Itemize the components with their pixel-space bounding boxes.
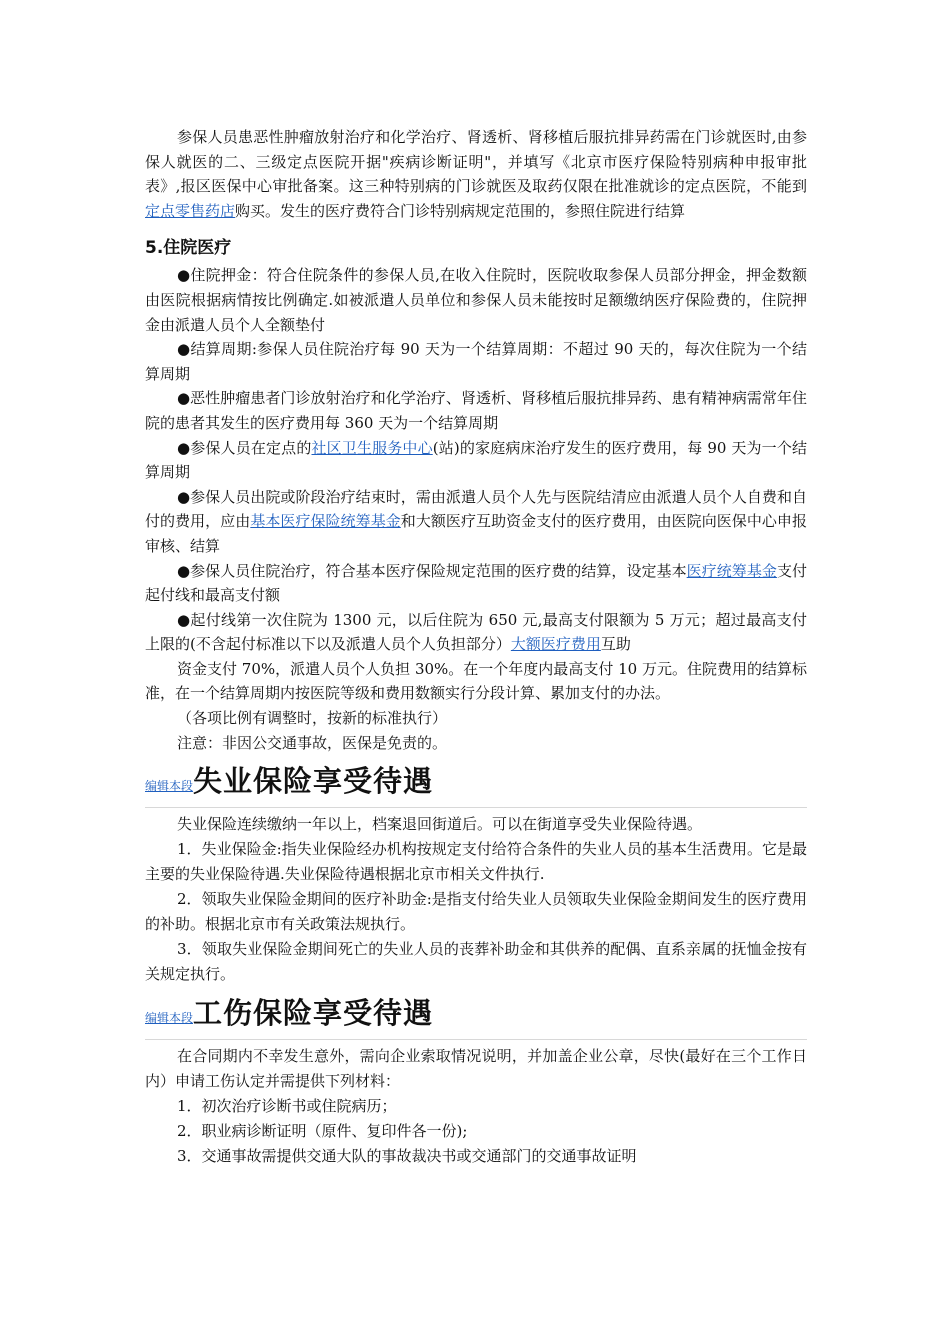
designated-pharmacy-link[interactable]: 定点零售药店 <box>145 201 236 220</box>
section-divider <box>145 1039 807 1040</box>
injury-item-2: 2．职业病诊断证明（原件、复印件各一份); <box>177 1122 468 1141</box>
section5-heading: 5.住院医疗 <box>145 238 232 259</box>
injury-item-1: 1．初次治疗诊断书或住院病历； <box>177 1097 397 1116</box>
deposit-paragraph: ●住院押金：符合住院条件的参保人员,在收入住院时，医院收取参保人员部分押金，押金数额由医院根据病情按比例确定.如被派遣人员单位和参保人员未能按时足额缴纳医疗保险费的，住院押金由派遣人员个人全额垫付 <box>145 266 807 334</box>
unemployment-item-1: 1．失业保险金:指失业保险经办机构按规定支付给符合条件的失业人员的基本生活费用。它是最主要的失业保险待遇.失业保险待遇根据北京市相关文件执行. <box>145 840 807 884</box>
community-health-center-link[interactable]: 社区卫生服务中心 <box>311 438 433 457</box>
fund-threshold-paragraph: ●参保人员住院治疗，符合基本医疗保险规定范围的医疗费的结算，设定基本医疗统筹基金支付起付线和最高支付额 <box>145 561 807 605</box>
medical-fund-link[interactable]: 医疗统筹基金 <box>686 561 777 580</box>
unemployment-section-header <box>145 757 807 801</box>
injury-section-header <box>145 989 807 1033</box>
intro-paragraph <box>145 125 807 223</box>
document-content <box>145 125 807 1169</box>
unemployment-item-3: 3．领取失业保险金期间死亡的失业人员的丧葬补助金和其供养的配偶、直系亲属的抚恤金按有关规定执行。 <box>145 940 807 984</box>
payment-limit-paragraph: ●起付线第一次住院为 1300 元，以后住院为 650 元,最高支付限额为 5 万元；超过最高支付上限的(不含起付标准以下以及派遣人员个人负担部分）大额医疗费用互助 <box>145 610 807 654</box>
tumor-cycle-paragraph: ●恶性肿瘤患者门诊放射治疗和化学治疗、肾透析、肾移植后服抗排异药、患有精神病需常年住院的患者其发生的医疗费用每 360 天为一个结算周期 <box>145 389 807 432</box>
edit-section-link[interactable]: 编辑本段 <box>145 779 194 794</box>
adjustment-note: （各项比例有调整时，按新的标准执行） <box>177 709 448 728</box>
settlement-cycle-paragraph: ●结算周期:参保人员住院治疗每 90 天为一个结算周期：不超过 90 天的，每次住院为一个结算周期 <box>145 340 807 383</box>
intro-text: 参保人员患恶性肿瘤放射治疗和化学治疗、肾透析、肾移植后服抗排异药需在门诊就医时,由参保人就医的二、三级定点医院开据"疾病诊断证明"，并填写《北京市医疗保险特别病种申报审批表》,报区医保中心审批备案。这三种特别病的门诊就医及取药仅限在批准就诊的定点医院，不能到 <box>145 128 807 196</box>
basic-insurance-fund-link[interactable]: 基本医疗保险统筹基金 <box>250 512 401 531</box>
home-bed-paragraph: ●参保人员在定点的社区卫生服务中心(站)的家庭病床治疗发生的医疗费用，每 90 天为一个结算周期 <box>145 438 807 482</box>
injury-intro: 在合同期内不幸发生意外，需向企业索取情况说明，并加盖企业公章，尽快(最好在三个工作日内）申请工伤认定并需提供下列材料： <box>145 1047 807 1091</box>
injury-title: 工伤保险享受待遇 <box>193 996 434 1031</box>
unemployment-intro: 失业保险连续缴纳一年以上，档案退回街道后。可以在街道享受失业保险待遇。 <box>177 815 703 834</box>
fund-payment-paragraph: 资金支付 70%，派遣人员个人负担 30%。在一个年度内最高支付 10 万元。住院费用的结算标准，在一个结算周期内按医院等级和费用数额实行分段计算、累加支付的办法。 <box>145 659 807 703</box>
section-divider <box>145 807 807 808</box>
notice-paragraph: 注意：非因公交通事故，医保是免责的。 <box>177 733 448 752</box>
edit-section-link[interactable]: 编辑本段 <box>145 1011 194 1026</box>
large-medical-expense-link[interactable]: 大额医疗费用 <box>510 635 601 654</box>
unemployment-item-2: 2．领取失业保险金期间的医疗补助金:是指支付给失业人员领取失业保险金期间发生的医疗费用的补助。根据北京市有关政策法规执行。 <box>145 890 807 934</box>
unemployment-title: 失业保险享受待遇 <box>193 764 434 799</box>
discharge-paragraph: ●参保人员出院或阶段治疗结束时，需由派遣人员个人先与医院结清应由派遣人员个人自费和自付的费用，应由基本医疗保险统筹基金和大额医疗互助资金支付的医疗费用，由医院向医保中心申报审核、结算 <box>145 487 807 555</box>
intro-text-end: 购买。发生的医疗费符合门诊特别病规定范围的，参照住院进行结算 <box>235 201 686 220</box>
injury-item-3: 3．交通事故需提供交通大队的事故裁决书或交通部门的交通事故证明 <box>177 1147 637 1166</box>
